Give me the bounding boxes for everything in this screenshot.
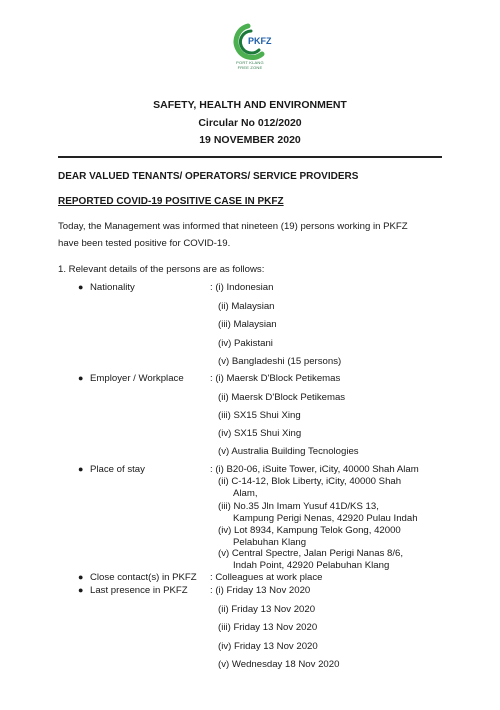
header-department: SAFETY, HEALTH AND ENVIRONMENT <box>153 99 347 111</box>
presence-item: (iv) Friday 13 Nov 2020 <box>218 641 318 652</box>
logo-subtitle-line1: PORT KLANG <box>236 60 264 65</box>
employer-item: (iii) SX15 Shui Xing <box>218 410 301 421</box>
employer-item: (ii) Maersk D'Block Petikemas <box>218 392 346 403</box>
nationality-item: (ii) Malaysian <box>218 301 275 312</box>
bullet-icon: ● <box>78 572 84 582</box>
stay-line: : (i) B20-06, iSuite Tower, iCity, 40000 Shah Alam <box>210 464 419 475</box>
stay-line: (iii) No.35 Jln Imam Yusuf 41D/KS 13, <box>218 501 379 512</box>
intro-line-1: Today, the Management was informed that nineteen (19) persons working in PKFZ <box>58 221 408 232</box>
header-divider <box>58 156 442 158</box>
stay-line: Indah Point, 42920 Pelabuhan Klang <box>233 560 390 571</box>
stay-line: Pelabuhan Klang <box>233 537 307 548</box>
pkfz-logo-mark <box>218 20 282 64</box>
stay-line: (ii) C-14-12, Blok Liberty, iCity, 40000 Shah <box>218 476 402 487</box>
logo-subtitle-line2: FREE ZONE <box>237 65 263 70</box>
header-date: 19 NOVEMBER 2020 <box>199 134 301 146</box>
bullet-icon: ● <box>78 282 84 292</box>
contacts-label: Close contact(s) in PKFZ <box>90 572 197 583</box>
stay-label: Place of stay <box>90 464 145 475</box>
logo-text: PKFZ <box>248 36 272 46</box>
nationality-item: : (i) Indonesian <box>210 282 274 293</box>
contacts-value: : Colleagues at work place <box>210 572 323 583</box>
employer-item: (v) Australia Building Tecnologies <box>218 446 359 457</box>
intro-line-2: have been tested positive for COVID-19. <box>58 238 231 249</box>
stay-line: (v) Central Spectre, Jalan Perigi Nanas 8/6, <box>218 548 404 559</box>
stay-line: (iv) Lot 8934, Kampung Telok Gong, 42000 <box>218 525 401 536</box>
bullet-icon: ● <box>78 464 84 474</box>
nationality-item: (v) Bangladeshi (15 persons) <box>218 356 342 367</box>
header-circular-no: Circular No 012/2020 <box>198 117 302 129</box>
presence-item: (ii) Friday 13 Nov 2020 <box>218 604 316 615</box>
nationality-item: (iv) Pakistani <box>218 338 273 349</box>
nationality-item: (iii) Malaysian <box>218 319 277 330</box>
bullet-icon: ● <box>78 373 84 383</box>
logo-subtitle <box>232 60 268 70</box>
stay-line: Alam, <box>233 488 258 499</box>
salutation: DEAR VALUED TENANTS/ OPERATORS/ SERVICE PROVIDERS <box>58 171 359 182</box>
section-1-heading: 1. Relevant details of the persons are as follows: <box>58 264 265 275</box>
nationality-label: Nationality <box>90 282 135 293</box>
employer-label: Employer / Workplace <box>90 373 184 384</box>
stay-line: Kampung Perigi Nenas, 42920 Pulau Indah <box>233 513 418 524</box>
presence-item: (v) Wednesday 18 Nov 2020 <box>218 659 340 670</box>
subject: REPORTED COVID-19 POSITIVE CASE IN PKFZ <box>58 196 284 207</box>
presence-label: Last presence in PKFZ <box>90 585 188 596</box>
employer-item: (iv) SX15 Shui Xing <box>218 428 302 439</box>
bullet-icon: ● <box>78 585 84 595</box>
presence-item: : (i) Friday 13 Nov 2020 <box>210 585 311 596</box>
employer-item: : (i) Maersk D'Block Petikemas <box>210 373 341 384</box>
presence-item: (iii) Friday 13 Nov 2020 <box>218 622 318 633</box>
